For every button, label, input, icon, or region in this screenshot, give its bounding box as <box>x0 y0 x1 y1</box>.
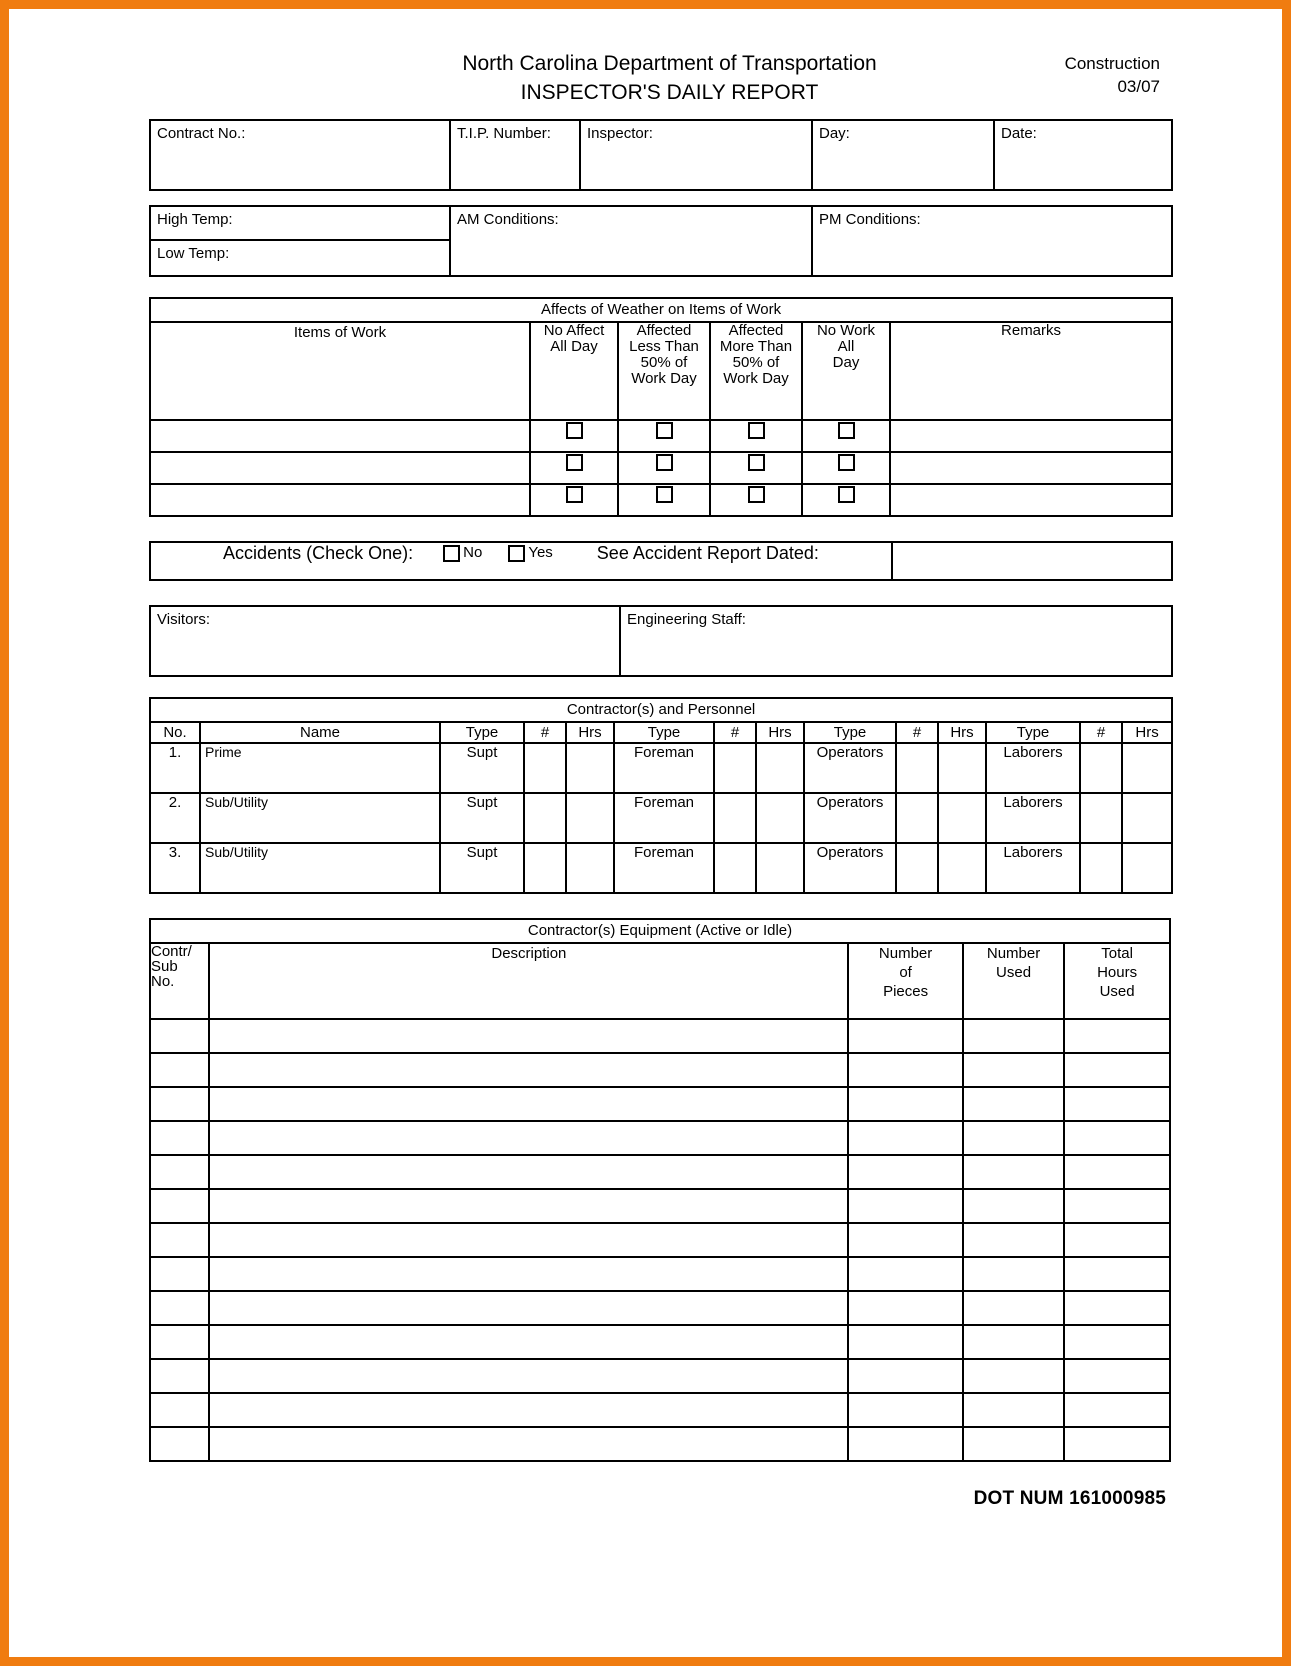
equipment-description-input[interactable] <box>209 1087 848 1121</box>
equipment-number-used-input[interactable] <box>963 1223 1064 1257</box>
header-title-block <box>149 49 1170 107</box>
equipment-number-of-pieces-input[interactable] <box>848 1155 963 1189</box>
no-affect-checkbox-cell[interactable] <box>530 452 618 484</box>
equipment-title: Contractor(s) Equipment (Active or Idle) <box>150 919 1170 943</box>
personnel-name-cell[interactable] <box>200 843 440 893</box>
contr-sub-no-line-3: No. <box>151 973 175 990</box>
accident-report-date-input[interactable] <box>892 542 1172 580</box>
spacer <box>149 894 1170 918</box>
personnel-row-number: 1. <box>150 743 200 793</box>
checkbox-icon[interactable] <box>566 454 583 471</box>
spacer <box>149 191 1170 205</box>
accident-report-label: See Accident Report Dated: <box>596 543 819 563</box>
affected-less-header-line-2: Less Than <box>629 338 699 355</box>
checkbox-icon[interactable] <box>748 486 765 503</box>
table-row <box>150 843 1172 893</box>
checkbox-icon[interactable] <box>508 545 525 562</box>
contract-no-label: Contract No.: <box>157 125 246 142</box>
weather-effects-table <box>149 297 1173 517</box>
equipment-contr-sub-no-input[interactable] <box>150 1053 209 1087</box>
weather-conditions-table <box>149 205 1173 277</box>
personnel-header-type-3: Type <box>804 722 896 743</box>
equipment-rows-body <box>150 1019 1170 1461</box>
equipment-contr-sub-no-input[interactable] <box>150 1393 209 1427</box>
visitors-label: Visitors: <box>157 611 211 628</box>
affected-more-checkbox-cell[interactable] <box>710 484 802 516</box>
checkbox-icon[interactable] <box>838 454 855 471</box>
equipment-description-input[interactable] <box>209 1257 848 1291</box>
table-row <box>150 1121 1170 1155</box>
equipment-contr-sub-no-input[interactable] <box>150 1291 209 1325</box>
personnel-title: Contractor(s) and Personnel <box>150 698 1172 722</box>
weather-effects-title-row <box>150 298 1172 322</box>
number-of-pieces-line-3: Pieces <box>883 983 929 1000</box>
personnel-type-foreman: Foreman <box>614 793 714 843</box>
affected-less-header <box>618 322 710 420</box>
equipment-description-input[interactable] <box>209 1155 848 1189</box>
equipment-header-number-of-pieces <box>848 943 963 1019</box>
no-work-checkbox-cell[interactable] <box>802 484 890 516</box>
personnel-type-operators: Operators <box>804 743 896 793</box>
personnel-header-type-4: Type <box>986 722 1080 743</box>
personnel-type-operators: Operators <box>804 793 896 843</box>
equipment-number-used-input[interactable] <box>963 1189 1064 1223</box>
personnel-count-laborers[interactable] <box>1080 793 1122 843</box>
pm-conditions-label: PM Conditions: <box>819 211 921 228</box>
dot-num-footer: DOT NUM 161000985 <box>973 1488 1166 1509</box>
total-hours-used-line-2: Hours <box>1097 964 1138 981</box>
low-temp-label: Low Temp: <box>157 245 230 262</box>
equipment-number-used-input[interactable] <box>963 1087 1064 1121</box>
affected-more-header-line-4: Work Day <box>723 370 789 387</box>
personnel-count-laborers[interactable] <box>1080 743 1122 793</box>
equipment-number-of-pieces-input[interactable] <box>848 1427 963 1461</box>
equipment-contr-sub-no-input[interactable] <box>150 1087 209 1121</box>
table-row <box>150 1325 1170 1359</box>
revision-date: 03/07 <box>1117 77 1160 96</box>
personnel-count-operators[interactable] <box>896 743 938 793</box>
number-used-line-2: Used <box>996 964 1032 981</box>
no-affect-header-line-1: No Affect <box>543 322 605 339</box>
personnel-header-count-2: # <box>714 722 756 743</box>
equipment-description-input[interactable] <box>209 1223 848 1257</box>
equipment-total-hours-used-input[interactable] <box>1064 1325 1170 1359</box>
checkbox-icon[interactable] <box>656 486 673 503</box>
items-of-work-header: Items of Work <box>150 322 530 420</box>
visitors-staff-table <box>149 605 1173 677</box>
equipment-number-of-pieces-input[interactable] <box>848 1189 963 1223</box>
personnel-hrs-operators[interactable] <box>938 843 986 893</box>
engineering-staff-label: Engineering Staff: <box>627 611 746 628</box>
items-of-work-input[interactable] <box>150 484 530 516</box>
no-work-checkbox-cell[interactable] <box>802 420 890 452</box>
equipment-number-of-pieces-input[interactable] <box>848 1257 963 1291</box>
agency-name: North Carolina Department of Transportation <box>462 52 877 75</box>
personnel-count-operators[interactable] <box>896 843 938 893</box>
table-row <box>150 452 1172 484</box>
equipment-number-used-input[interactable] <box>963 1359 1064 1393</box>
table-row <box>150 1359 1170 1393</box>
personnel-header-row <box>150 722 1172 743</box>
personnel-hrs-foreman[interactable] <box>756 793 804 843</box>
checkbox-icon[interactable] <box>443 545 460 562</box>
equipment-header-contr-sub-no <box>150 943 209 1019</box>
equipment-number-used-input[interactable] <box>963 1257 1064 1291</box>
personnel-type-laborers: Laborers <box>986 843 1080 893</box>
accidents-yes-option[interactable] <box>508 543 578 563</box>
accidents-row <box>150 542 1172 580</box>
equipment-total-hours-used-input[interactable] <box>1064 1291 1170 1325</box>
equipment-contr-sub-no-input[interactable] <box>150 1359 209 1393</box>
personnel-name-label: Prime <box>205 744 242 760</box>
pm-conditions-cell[interactable] <box>812 206 1172 276</box>
accidents-label: Accidents (Check One): <box>223 543 414 563</box>
spacer <box>149 581 1170 605</box>
affected-more-checkbox-cell[interactable] <box>710 452 802 484</box>
table-row <box>150 1087 1170 1121</box>
equipment-number-used-input[interactable] <box>963 1121 1064 1155</box>
equipment-contr-sub-no-input[interactable] <box>150 1325 209 1359</box>
affected-less-header-line-3: 50% of <box>640 354 688 371</box>
checkbox-icon[interactable] <box>748 454 765 471</box>
contr-sub-no-line-1: Contr/ <box>151 943 192 960</box>
equipment-header-total-hours-used <box>1064 943 1170 1019</box>
equipment-number-used-input[interactable] <box>963 1019 1064 1053</box>
personnel-count-foreman[interactable] <box>714 843 756 893</box>
personnel-header-type-2: Type <box>614 722 714 743</box>
equipment-header-row <box>150 943 1170 1019</box>
affected-less-header-line-1: Affected <box>636 322 692 339</box>
inspector-label: Inspector: <box>587 125 653 142</box>
equipment-description-input[interactable] <box>209 1359 848 1393</box>
equipment-number-of-pieces-input[interactable] <box>848 1325 963 1359</box>
affected-more-checkbox-cell[interactable] <box>710 420 802 452</box>
no-affect-header <box>530 322 618 420</box>
identification-row <box>150 120 1172 190</box>
identification-table <box>149 119 1173 191</box>
personnel-name-label: Sub/Utility <box>205 844 269 860</box>
no-work-header <box>802 322 890 420</box>
equipment-description-input[interactable] <box>209 1019 848 1053</box>
form-sheet <box>9 9 1282 1657</box>
personnel-header-count-3: # <box>896 722 938 743</box>
equipment-description-input[interactable] <box>209 1121 848 1155</box>
table-row <box>150 743 1172 793</box>
equipment-total-hours-used-input[interactable] <box>1064 1121 1170 1155</box>
personnel-count-foreman[interactable] <box>714 793 756 843</box>
equipment-number-of-pieces-input[interactable] <box>848 1121 963 1155</box>
table-row <box>150 1189 1170 1223</box>
equipment-number-of-pieces-input[interactable] <box>848 1019 963 1053</box>
personnel-header-hrs-2: Hrs <box>756 722 804 743</box>
personnel-hrs-operators[interactable] <box>938 743 986 793</box>
equipment-table <box>149 918 1171 1462</box>
personnel-header-hrs-1: Hrs <box>566 722 614 743</box>
personnel-count-operators[interactable] <box>896 793 938 843</box>
equipment-number-used-input[interactable] <box>963 1427 1064 1461</box>
checkbox-icon[interactable] <box>566 486 583 503</box>
personnel-hrs-supt[interactable] <box>566 743 614 793</box>
spacer <box>149 277 1170 297</box>
personnel-hrs-laborers[interactable] <box>1122 743 1172 793</box>
equipment-number-used-input[interactable] <box>963 1053 1064 1087</box>
no-work-header-line-1: No Work <box>816 322 876 339</box>
equipment-total-hours-used-input[interactable] <box>1064 1155 1170 1189</box>
table-row <box>150 1019 1170 1053</box>
equipment-number-of-pieces-input[interactable] <box>848 1223 963 1257</box>
equipment-contr-sub-no-input[interactable] <box>150 1019 209 1053</box>
visitors-staff-row <box>150 606 1172 676</box>
division-label: Construction <box>1064 54 1160 73</box>
equipment-number-of-pieces-input[interactable] <box>848 1087 963 1121</box>
equipment-number-used-input[interactable] <box>963 1155 1064 1189</box>
personnel-header-count-4: # <box>1080 722 1122 743</box>
personnel-type-supt: Supt <box>440 843 524 893</box>
equipment-number-of-pieces-input[interactable] <box>848 1291 963 1325</box>
personnel-name-label: Sub/Utility <box>205 794 269 810</box>
low-temp-cell[interactable] <box>150 240 450 276</box>
spacer <box>149 517 1170 541</box>
high-temp-row <box>150 206 1172 240</box>
personnel-header-name: Name <box>200 722 440 743</box>
table-row <box>150 420 1172 452</box>
equipment-number-of-pieces-input[interactable] <box>848 1359 963 1393</box>
remarks-input[interactable] <box>890 484 1172 516</box>
personnel-type-supt: Supt <box>440 793 524 843</box>
number-of-pieces-line-1: Number <box>878 945 933 962</box>
number-used-line-1: Number <box>986 945 1041 962</box>
day-label: Day: <box>819 125 850 142</box>
personnel-row-number: 2. <box>150 793 200 843</box>
personnel-count-supt[interactable] <box>524 793 566 843</box>
equipment-total-hours-used-input[interactable] <box>1064 1053 1170 1087</box>
inspector-cell[interactable] <box>580 120 812 190</box>
date-cell[interactable] <box>994 120 1172 190</box>
equipment-description-input[interactable] <box>209 1189 848 1223</box>
checkbox-icon[interactable] <box>656 454 673 471</box>
equipment-contr-sub-no-input[interactable] <box>150 1155 209 1189</box>
engineering-staff-cell[interactable] <box>620 606 1172 676</box>
personnel-hrs-operators[interactable] <box>938 793 986 843</box>
personnel-type-foreman: Foreman <box>614 743 714 793</box>
equipment-number-used-input[interactable] <box>963 1393 1064 1427</box>
remarks-input[interactable] <box>890 420 1172 452</box>
equipment-description-input[interactable] <box>209 1325 848 1359</box>
equipment-description-input[interactable] <box>209 1053 848 1087</box>
affected-less-header-line-4: Work Day <box>631 370 697 387</box>
items-of-work-input[interactable] <box>150 452 530 484</box>
checkbox-icon[interactable] <box>656 422 673 439</box>
equipment-number-of-pieces-input[interactable] <box>848 1053 963 1087</box>
tip-number-label: T.I.P. Number: <box>457 125 551 142</box>
table-row <box>150 1393 1170 1427</box>
accidents-no-option[interactable] <box>443 543 508 563</box>
checkbox-icon[interactable] <box>748 422 765 439</box>
page-title: INSPECTOR'S DAILY REPORT <box>520 81 819 104</box>
equipment-total-hours-used-input[interactable] <box>1064 1359 1170 1393</box>
personnel-count-supt[interactable] <box>524 743 566 793</box>
personnel-title-row <box>150 698 1172 722</box>
affected-less-checkbox-cell[interactable] <box>618 452 710 484</box>
equipment-header-description: Description <box>209 943 848 1019</box>
personnel-count-laborers[interactable] <box>1080 843 1122 893</box>
personnel-type-foreman: Foreman <box>614 843 714 893</box>
equipment-number-of-pieces-input[interactable] <box>848 1393 963 1427</box>
table-row <box>150 1053 1170 1087</box>
contract-no-cell[interactable] <box>150 120 450 190</box>
personnel-hrs-foreman[interactable] <box>756 843 804 893</box>
weather-effects-header-row <box>150 322 1172 420</box>
personnel-count-supt[interactable] <box>524 843 566 893</box>
equipment-total-hours-used-input[interactable] <box>1064 1189 1170 1223</box>
equipment-total-hours-used-input[interactable] <box>1064 1427 1170 1461</box>
equipment-description-input[interactable] <box>209 1427 848 1461</box>
equipment-title-row <box>150 919 1170 943</box>
equipment-total-hours-used-input[interactable] <box>1064 1223 1170 1257</box>
personnel-hrs-supt[interactable] <box>566 793 614 843</box>
accidents-prompt-cell <box>150 542 892 580</box>
contr-sub-no-line-2: Sub <box>151 958 178 975</box>
equipment-number-used-input[interactable] <box>963 1325 1064 1359</box>
equipment-description-input[interactable] <box>209 1393 848 1427</box>
table-row <box>150 1155 1170 1189</box>
equipment-total-hours-used-input[interactable] <box>1064 1019 1170 1053</box>
personnel-header-hrs-4: Hrs <box>1122 722 1172 743</box>
personnel-type-laborers: Laborers <box>986 743 1080 793</box>
no-work-header-line-2: All <box>837 338 855 355</box>
personnel-count-foreman[interactable] <box>714 743 756 793</box>
table-row <box>150 484 1172 516</box>
equipment-header-number-used <box>963 943 1064 1019</box>
spacer <box>149 677 1170 697</box>
personnel-header-count-1: # <box>524 722 566 743</box>
affected-more-header-line-3: 50% of <box>732 354 780 371</box>
table-row <box>150 1257 1170 1291</box>
affected-more-header-line-2: More Than <box>719 338 793 355</box>
table-row <box>150 1291 1170 1325</box>
affected-more-header-line-1: Affected <box>728 322 784 339</box>
no-affect-header-line-2: All Day <box>550 338 598 355</box>
equipment-contr-sub-no-input[interactable] <box>150 1427 209 1461</box>
header-meta <box>1065 52 1160 98</box>
accidents-yes-label: Yes <box>528 544 553 561</box>
personnel-type-operators: Operators <box>804 843 896 893</box>
equipment-contr-sub-no-input[interactable] <box>150 1189 209 1223</box>
affected-more-header <box>710 322 802 420</box>
personnel-row-number: 3. <box>150 843 200 893</box>
equipment-total-hours-used-input[interactable] <box>1064 1393 1170 1427</box>
equipment-total-hours-used-input[interactable] <box>1064 1087 1170 1121</box>
table-row <box>150 1427 1170 1461</box>
total-hours-used-line-1: Total <box>1101 945 1133 962</box>
remarks-input[interactable] <box>890 452 1172 484</box>
am-conditions-cell[interactable] <box>450 206 812 276</box>
equipment-contr-sub-no-input[interactable] <box>150 1223 209 1257</box>
personnel-name-cell[interactable] <box>200 743 440 793</box>
no-work-header-line-3: Day <box>832 354 860 371</box>
personnel-hrs-laborers[interactable] <box>1122 793 1172 843</box>
number-of-pieces-line-2: of <box>899 964 912 981</box>
personnel-name-cell[interactable] <box>200 793 440 843</box>
no-work-checkbox-cell[interactable] <box>802 452 890 484</box>
date-label: Date: <box>1001 125 1037 142</box>
accidents-table <box>149 541 1173 581</box>
equipment-total-hours-used-input[interactable] <box>1064 1257 1170 1291</box>
table-row <box>150 1223 1170 1257</box>
personnel-hrs-supt[interactable] <box>566 843 614 893</box>
equipment-description-input[interactable] <box>209 1291 848 1325</box>
tip-number-cell[interactable] <box>450 120 580 190</box>
personnel-type-laborers: Laborers <box>986 793 1080 843</box>
equipment-number-used-input[interactable] <box>963 1291 1064 1325</box>
equipment-contr-sub-no-input[interactable] <box>150 1121 209 1155</box>
remarks-header: Remarks <box>890 322 1172 420</box>
no-affect-checkbox-cell[interactable] <box>530 420 618 452</box>
affected-less-checkbox-cell[interactable] <box>618 484 710 516</box>
high-temp-label: High Temp: <box>157 211 233 228</box>
table-row <box>150 793 1172 843</box>
day-cell[interactable] <box>812 120 994 190</box>
form-header <box>149 49 1170 119</box>
high-temp-cell[interactable] <box>150 206 450 240</box>
weather-effects-title: Affects of Weather on Items of Work <box>150 298 1172 322</box>
checkbox-icon[interactable] <box>838 486 855 503</box>
items-of-work-input[interactable] <box>150 420 530 452</box>
personnel-header-type-1: Type <box>440 722 524 743</box>
no-affect-checkbox-cell[interactable] <box>530 484 618 516</box>
personnel-table <box>149 697 1173 894</box>
accidents-no-label: No <box>463 544 483 561</box>
personnel-hrs-foreman[interactable] <box>756 743 804 793</box>
personnel-header-no: No. <box>150 722 200 743</box>
visitors-cell[interactable] <box>150 606 620 676</box>
personnel-header-hrs-3: Hrs <box>938 722 986 743</box>
equipment-contr-sub-no-input[interactable] <box>150 1257 209 1291</box>
personnel-type-supt: Supt <box>440 743 524 793</box>
checkbox-icon[interactable] <box>838 422 855 439</box>
affected-less-checkbox-cell[interactable] <box>618 420 710 452</box>
am-conditions-label: AM Conditions: <box>457 211 559 228</box>
checkbox-icon[interactable] <box>566 422 583 439</box>
personnel-hrs-laborers[interactable] <box>1122 843 1172 893</box>
total-hours-used-line-3: Used <box>1099 983 1135 1000</box>
